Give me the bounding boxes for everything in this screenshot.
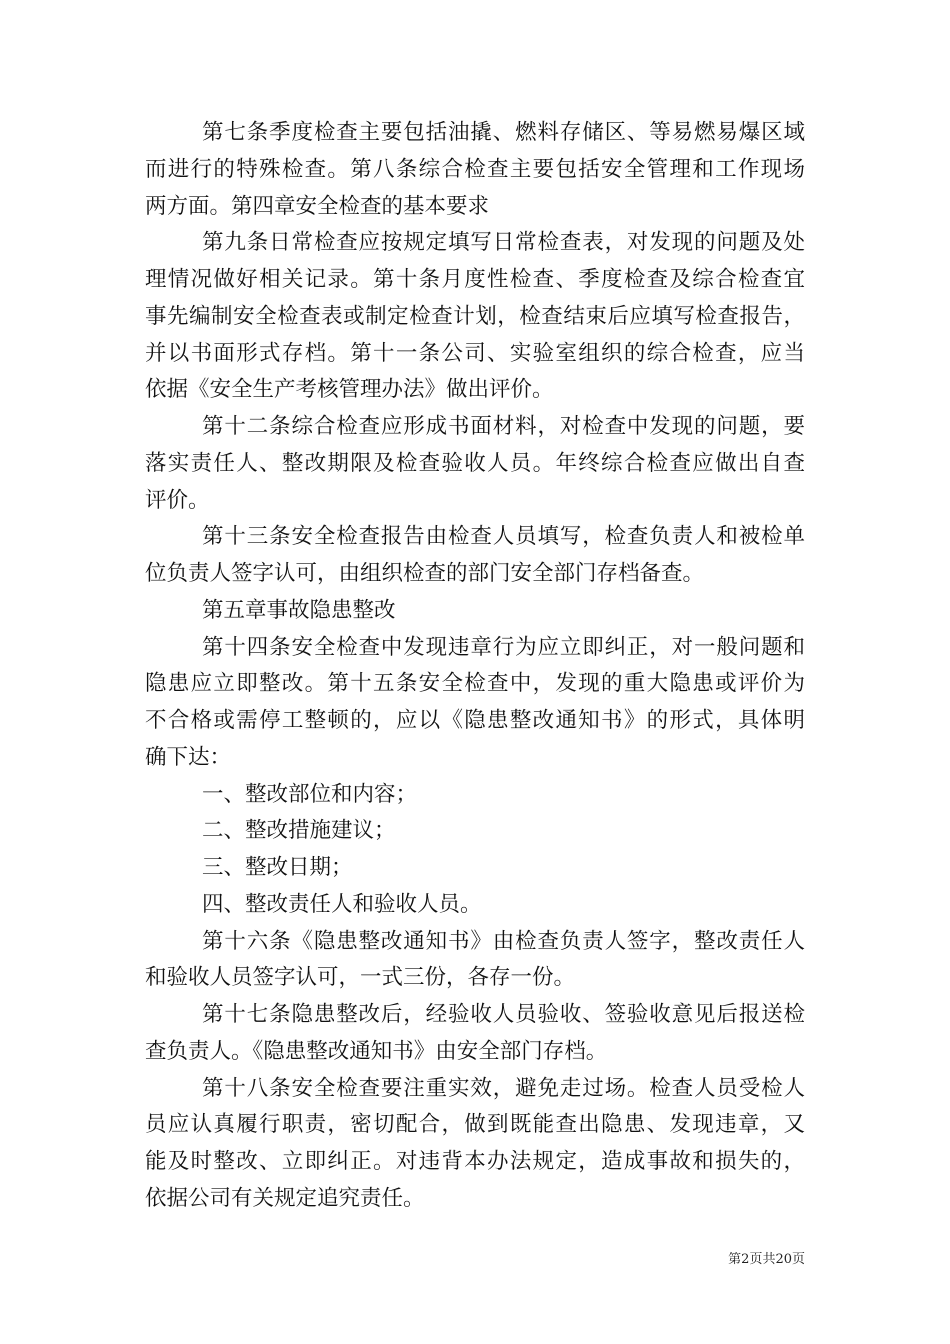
text-line: 四、整改责任人和验收人员。 [202, 891, 482, 917]
paragraph [145, 813, 805, 850]
text-line: 落实责任人、整改期限及检查验收人员。年终综合检查应做出自查 [145, 450, 805, 476]
text-line: 第十四条安全检查中发现违章行为应立即纠正，对一般问题和 [202, 634, 805, 660]
text-line: 二、整改措施建议； [202, 818, 396, 844]
text-line: 位负责人签字认可，由组织检查的部门安全部门存档备查。 [145, 561, 705, 586]
text-line: 能及时整改、立即纠正。对违背本办法规定，造成事故和损失的， [145, 1149, 805, 1174]
document-body [145, 115, 805, 1218]
paragraph [145, 593, 805, 630]
paragraph [145, 115, 805, 225]
text-line: 第九条日常检查应按规定填写日常检查表，对发现的问题及处 [202, 230, 805, 256]
paragraph [145, 924, 805, 998]
paragraph [145, 630, 805, 777]
text-line: 第十六条《隐患整改通知书》由检查负责人签字，整改责任人 [202, 928, 805, 954]
text-line: 第五章事故隐患整改 [202, 597, 396, 623]
text-line: 第十三条安全检查报告由检查人员填写，检查负责人和被检单 [202, 524, 805, 550]
text-line: 而进行的特殊检查。第八条综合检查主要包括安全管理和工作现场 [145, 156, 805, 182]
paragraph [145, 850, 805, 887]
text-line: 一、整改部位和内容； [202, 781, 418, 807]
page-number: 第2页共20页 [728, 1252, 805, 1267]
text-line: 查负责人。《隐患整改通知书》由安全部门存档。 [145, 1038, 608, 1064]
paragraph [145, 409, 805, 519]
text-line: 第十七条隐患整改后，经验收人员验收、签验收意见后报送检 [202, 1002, 805, 1027]
text-line: 并以书面形式存档。第十一条公司、实验室组织的综合检查，应当 [145, 340, 805, 366]
text-line: 事先编制安全检查表或制定检查计划，检查结束后应填写检查报告， [145, 303, 805, 329]
text-line: 第十二条综合检查应形成书面材料，对检查中发现的问题，要 [202, 414, 805, 439]
text-line: 不合格或需停工整顿的，应以《隐患整改通知书》的形式，具体明 [145, 708, 805, 733]
text-line: 第十八条安全检查要注重实效，避免走过场。检查人员受检人 [202, 1075, 805, 1101]
text-line: 隐患应立即整改。第十五条安全检查中，发现的重大隐患或评价为 [145, 671, 805, 697]
paragraph [145, 519, 805, 593]
text-line: 三、整改日期； [202, 855, 353, 880]
text-line: 和验收人员签字认可，一式三份，各存一份。 [145, 965, 576, 991]
text-line: 评价。 [145, 487, 210, 513]
text-line: 第七条季度检查主要包括油撬、燃料存储区、等易燃易爆区域 [202, 120, 805, 145]
paragraph [145, 1071, 805, 1218]
paragraph [145, 997, 805, 1071]
text-line: 两方面。第四章安全检查的基本要求 [145, 193, 490, 219]
paragraph [145, 225, 805, 409]
text-line: 依据公司有关规定追究责任。 [145, 1185, 425, 1211]
text-line: 理情况做好相关记录。第十条月度性检查、季度检查及综合检查宜 [145, 267, 805, 292]
text-line: 依据《安全生产考核管理办法》做出评价。 [145, 377, 554, 403]
text-line: 员应认真履行职责，密切配合，做到既能查出隐患、发现违章，又 [145, 1112, 805, 1138]
paragraph [145, 887, 805, 924]
text-line: 确下达： [145, 744, 232, 770]
paragraph [145, 777, 805, 814]
